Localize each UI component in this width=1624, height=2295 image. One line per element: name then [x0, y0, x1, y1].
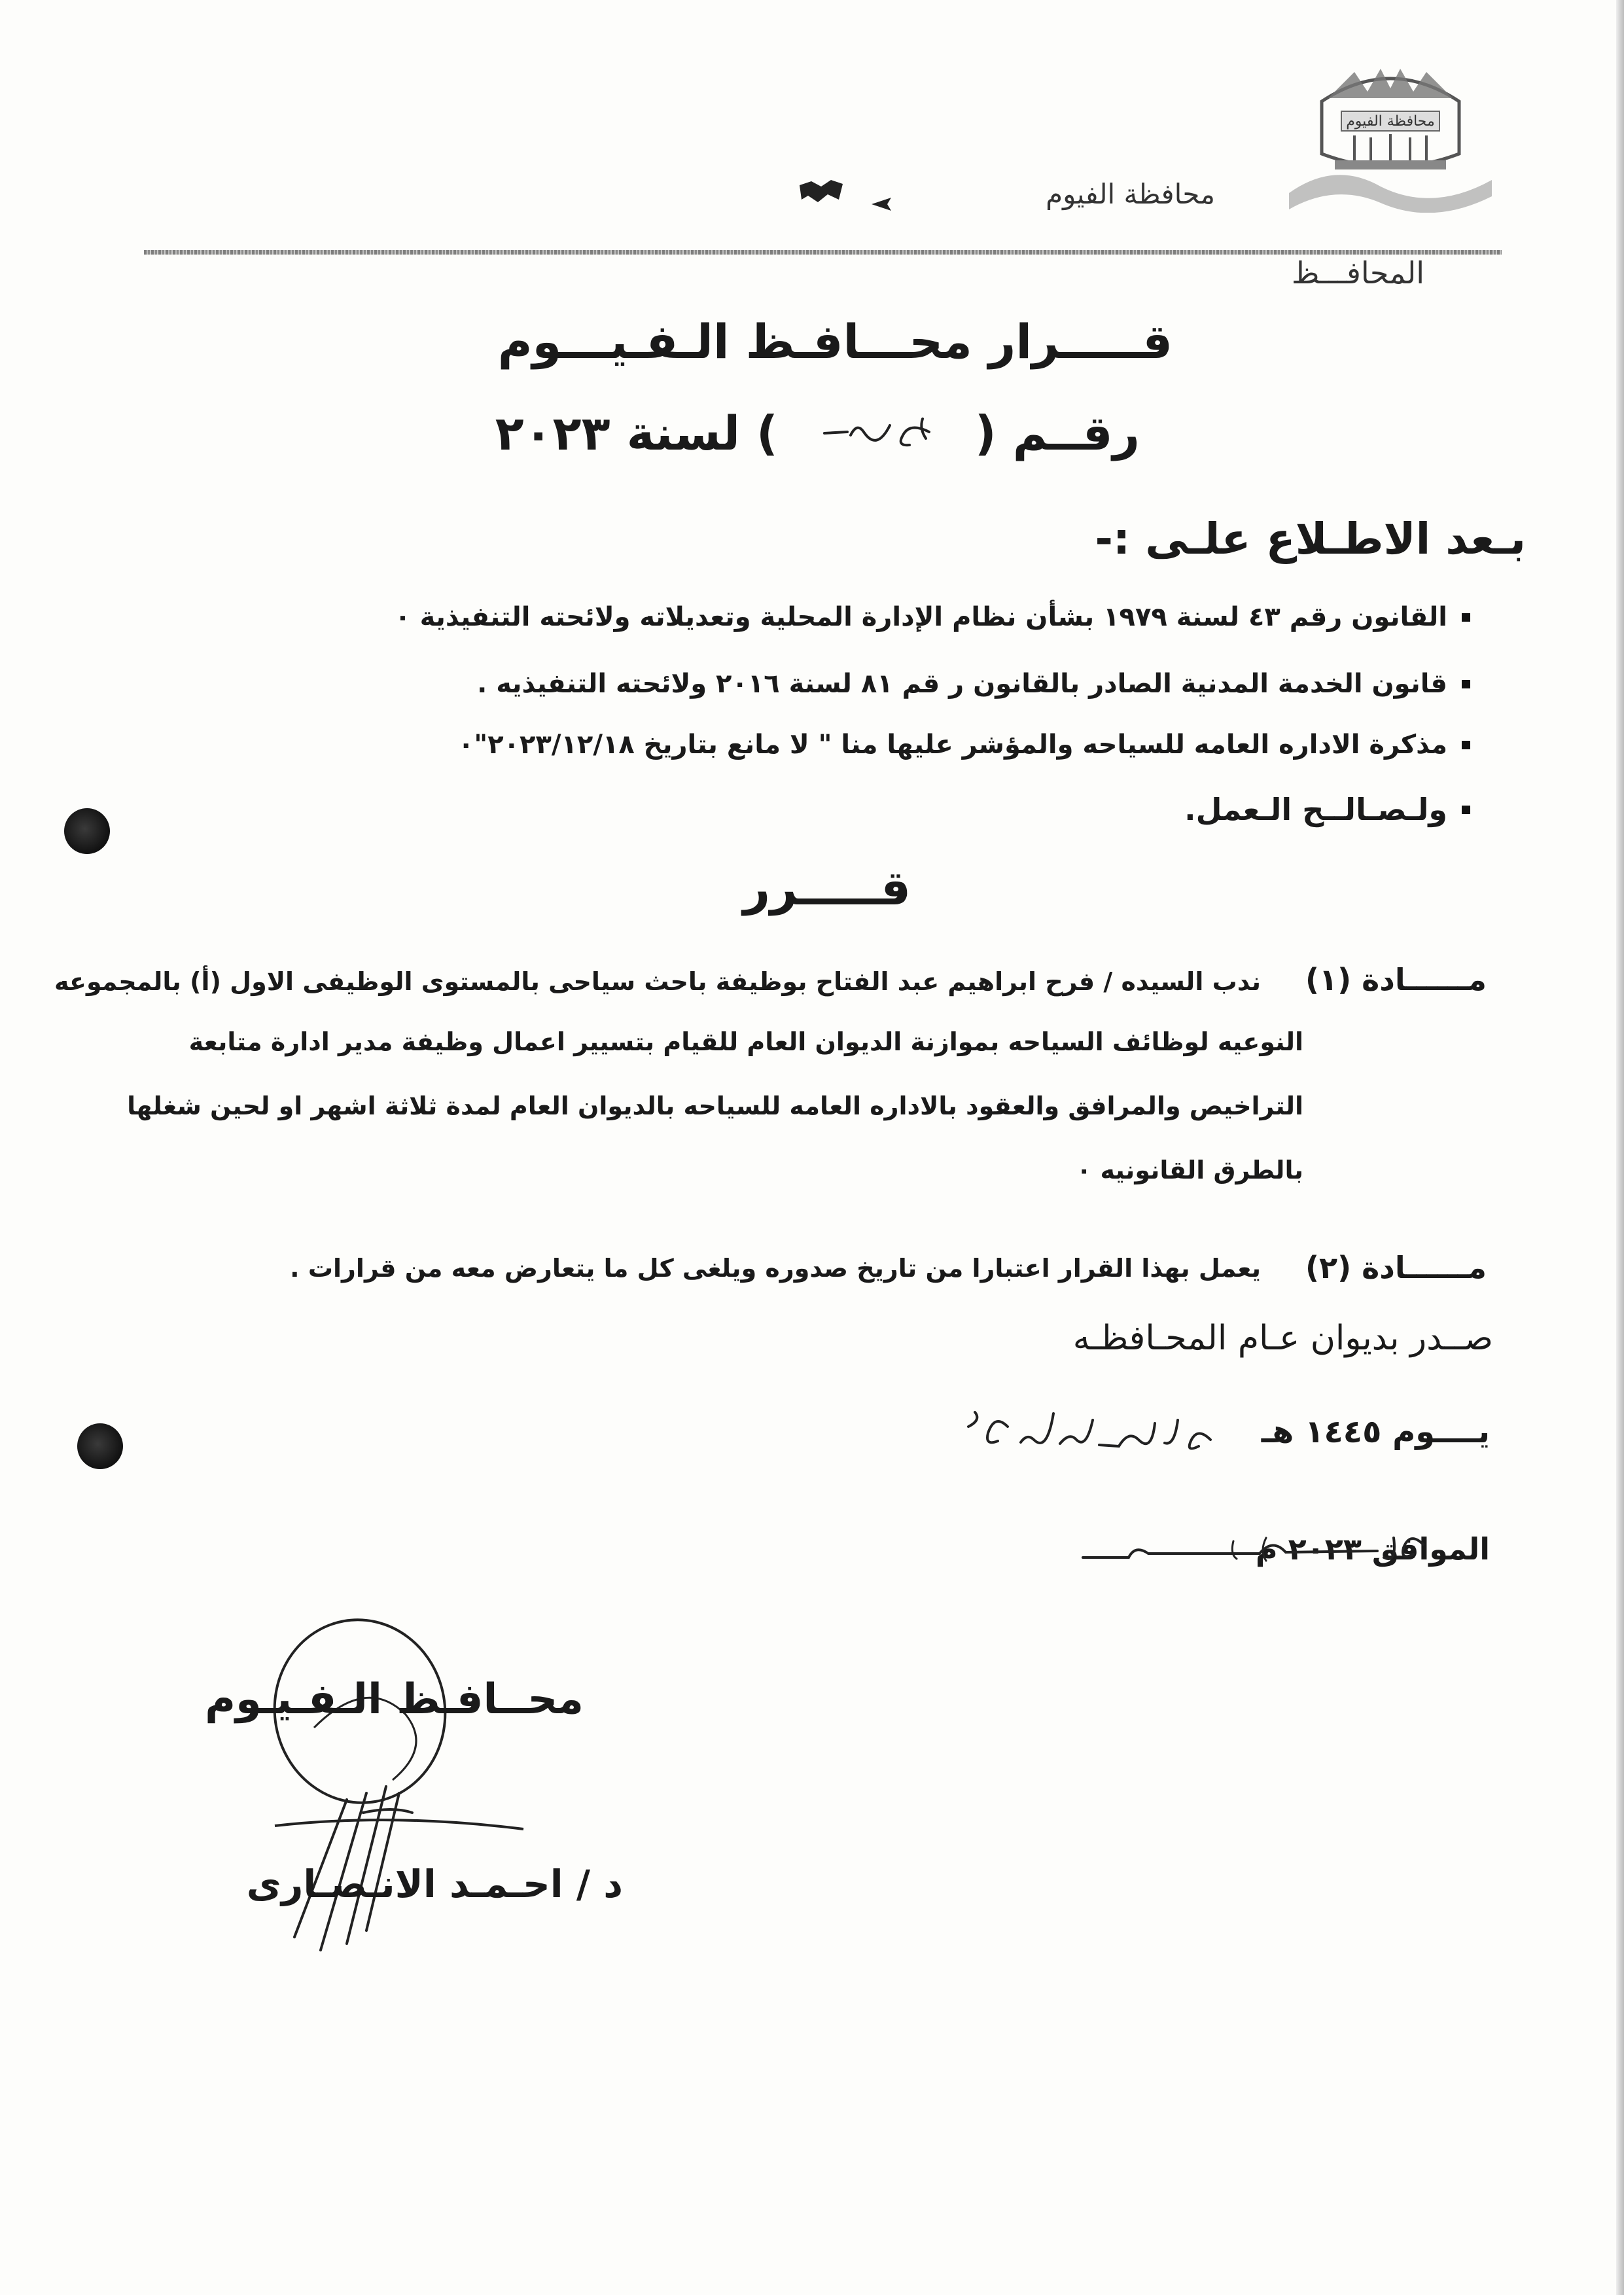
recital-item: [1184, 792, 1470, 827]
bullet-icon: [1462, 806, 1470, 814]
article-1-line: التراخيص والمرافق والعقود بالاداره العامه للسياحه بالديوان العام لمدة ثلاثة اشهر او لحين شغلها: [127, 1092, 1303, 1120]
recitals-heading: بـعد الاطـلاع علـى :-: [1095, 514, 1526, 564]
flag-mark-icon: [798, 180, 844, 206]
arrow-mark-icon: [870, 196, 894, 212]
recital-text: ولـصـالــح الـعمل.: [1184, 792, 1447, 827]
article-1-label: مــــــادة (١): [1305, 962, 1487, 997]
issued-at-line: صــدر بديوان عـام المحـافظـه: [1072, 1319, 1493, 1358]
punch-hole: [77, 1423, 123, 1469]
bullet-icon: [1462, 613, 1470, 622]
article-1-line: ندب السيده / فرح ابراهيم عبد الفتاح بوظيفة باحث سياحى بالمستوى الوظيفى الاول (أ) بالمجموعه: [54, 967, 1261, 996]
handwritten-signature-icon: [196, 1597, 563, 1963]
article-1-line: النوعيه لوظائف السياحه بموازنة الديوان العام للقيام بتسيير اعمال وظيفة مدير ادارة متابعة: [188, 1027, 1303, 1056]
hijri-date-line: يــــوم ١٤٤٥ هـ: [1261, 1414, 1490, 1450]
recital-item: [477, 669, 1470, 699]
recital-text: قانون الخدمة المدنية الصادر بالقانون ر قم ٨١ لسنة ٢٠١٦ ولائحته التنفيذيه .: [477, 669, 1447, 699]
governorate-emblem-icon: [1282, 62, 1498, 213]
bullet-icon: [1462, 680, 1470, 688]
signatory-title: محــافـظ الـفـيـوم: [205, 1675, 584, 1724]
decides-heading: قـــــرر: [743, 861, 911, 916]
scan-edge: [1616, 0, 1624, 2295]
bullet-icon: [1462, 741, 1470, 749]
decision-number-line: رقــم ( ) لسنة ٢٠٢٣: [495, 406, 1140, 461]
handwritten-hijri-date: [929, 1400, 1217, 1466]
gregorian-date-line: الموافق ٢٠٢٣ م: [1255, 1531, 1490, 1567]
article-2-line: يعمل بهذا القرار اعتبارا من تاريخ صدوره ويلغى كل ما يتعارض معه من قرارات .: [290, 1254, 1261, 1283]
emblem-text: محافظة الفيوم: [1346, 113, 1435, 130]
recital-text: مذكرة الاداره العامه للسياحه والمؤشر عليها منا " لا مانع بتاريخ ٢٠٢٣/١٢/١٨"٠: [457, 730, 1447, 760]
governorate-name: محافظة الفيوم: [1046, 178, 1215, 210]
handwritten-gregorian-date: [1070, 1525, 1436, 1571]
article-2-label: مــــــادة (٢): [1305, 1250, 1487, 1285]
header-divider: [144, 250, 1502, 255]
signatory-name: د / احـمـد الانـصـارى: [246, 1862, 623, 1906]
recital-text: القانون رقم ٤٣ لسنة ١٩٧٩ بشأن نظام الإدارة المحلية وتعديلاته ولائحته التنفيذية ٠: [395, 602, 1447, 632]
recital-item: [458, 730, 1470, 760]
recital-item: [395, 602, 1470, 632]
handwritten-decision-number: [811, 406, 936, 465]
decision-title: قـــــرار محـــافـظ الـفـيـــوم: [497, 314, 1173, 369]
article-1-line: بالطرق القانونيه ٠: [1076, 1156, 1303, 1184]
office-label: المحافـــظ: [1291, 255, 1424, 291]
punch-hole: [64, 808, 110, 854]
